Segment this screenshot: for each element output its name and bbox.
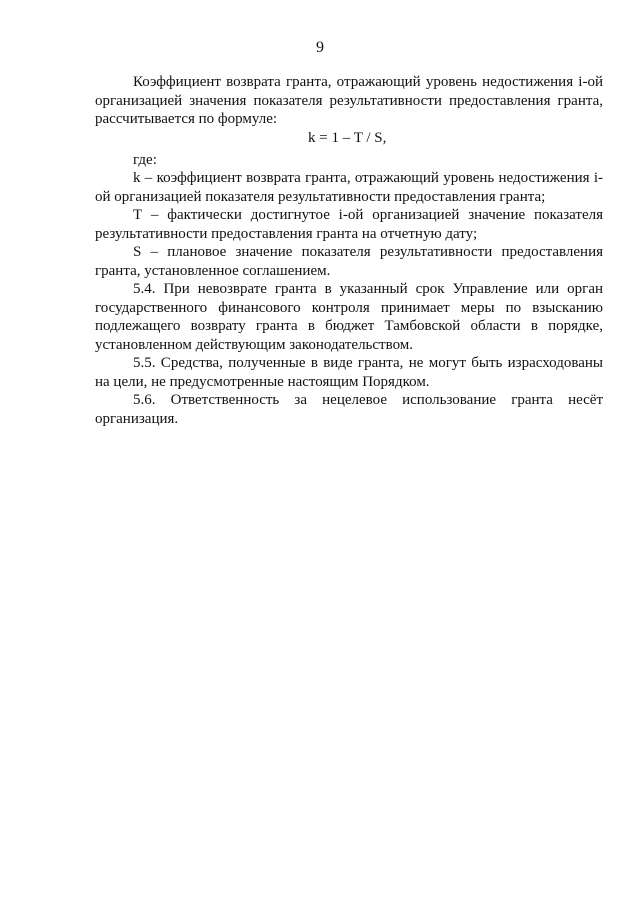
formula: k = 1 – T / S,	[308, 129, 387, 146]
definition-k: k – коэффициент возврата гранта, отражающий уровень недостижения i-ой организацией показателя результативности предоставления гранта;	[95, 170, 603, 205]
paragraph-5-4: 5.4. При невозврате гранта в указанный срок Управление или орган государственного финансового контроля принимает меры по взысканию подлежащего возврату гранта в бюджет Тамбовской области в порядке, установленном действующим законодательством.	[95, 281, 603, 353]
paragraph-5-5: 5.5. Средства, полученные в виде гранта, не могут быть израсходованы на цели, не предусмотренные настоящим Порядком.	[95, 355, 603, 390]
paragraph-where: где:	[133, 151, 157, 168]
paragraph-intro: Коэффициент возврата гранта, отражающий уровень недостижения i-ой организацией значения показателя результативности предоставления гранта, рассчитывается по формуле:	[95, 74, 603, 127]
definition-t: Т – фактически достигнутое i-ой организацией значение показателя результативности предоставления гранта на отчетную дату;	[95, 207, 603, 242]
definition-s: S – плановое значение показателя результативности предоставления гранта, установленное соглашением.	[95, 244, 603, 279]
page-number: 9	[316, 39, 324, 56]
paragraph-5-6: 5.6. Ответственность за нецелевое использование гранта несёт организация.	[95, 392, 603, 427]
document-body	[95, 73, 603, 428]
